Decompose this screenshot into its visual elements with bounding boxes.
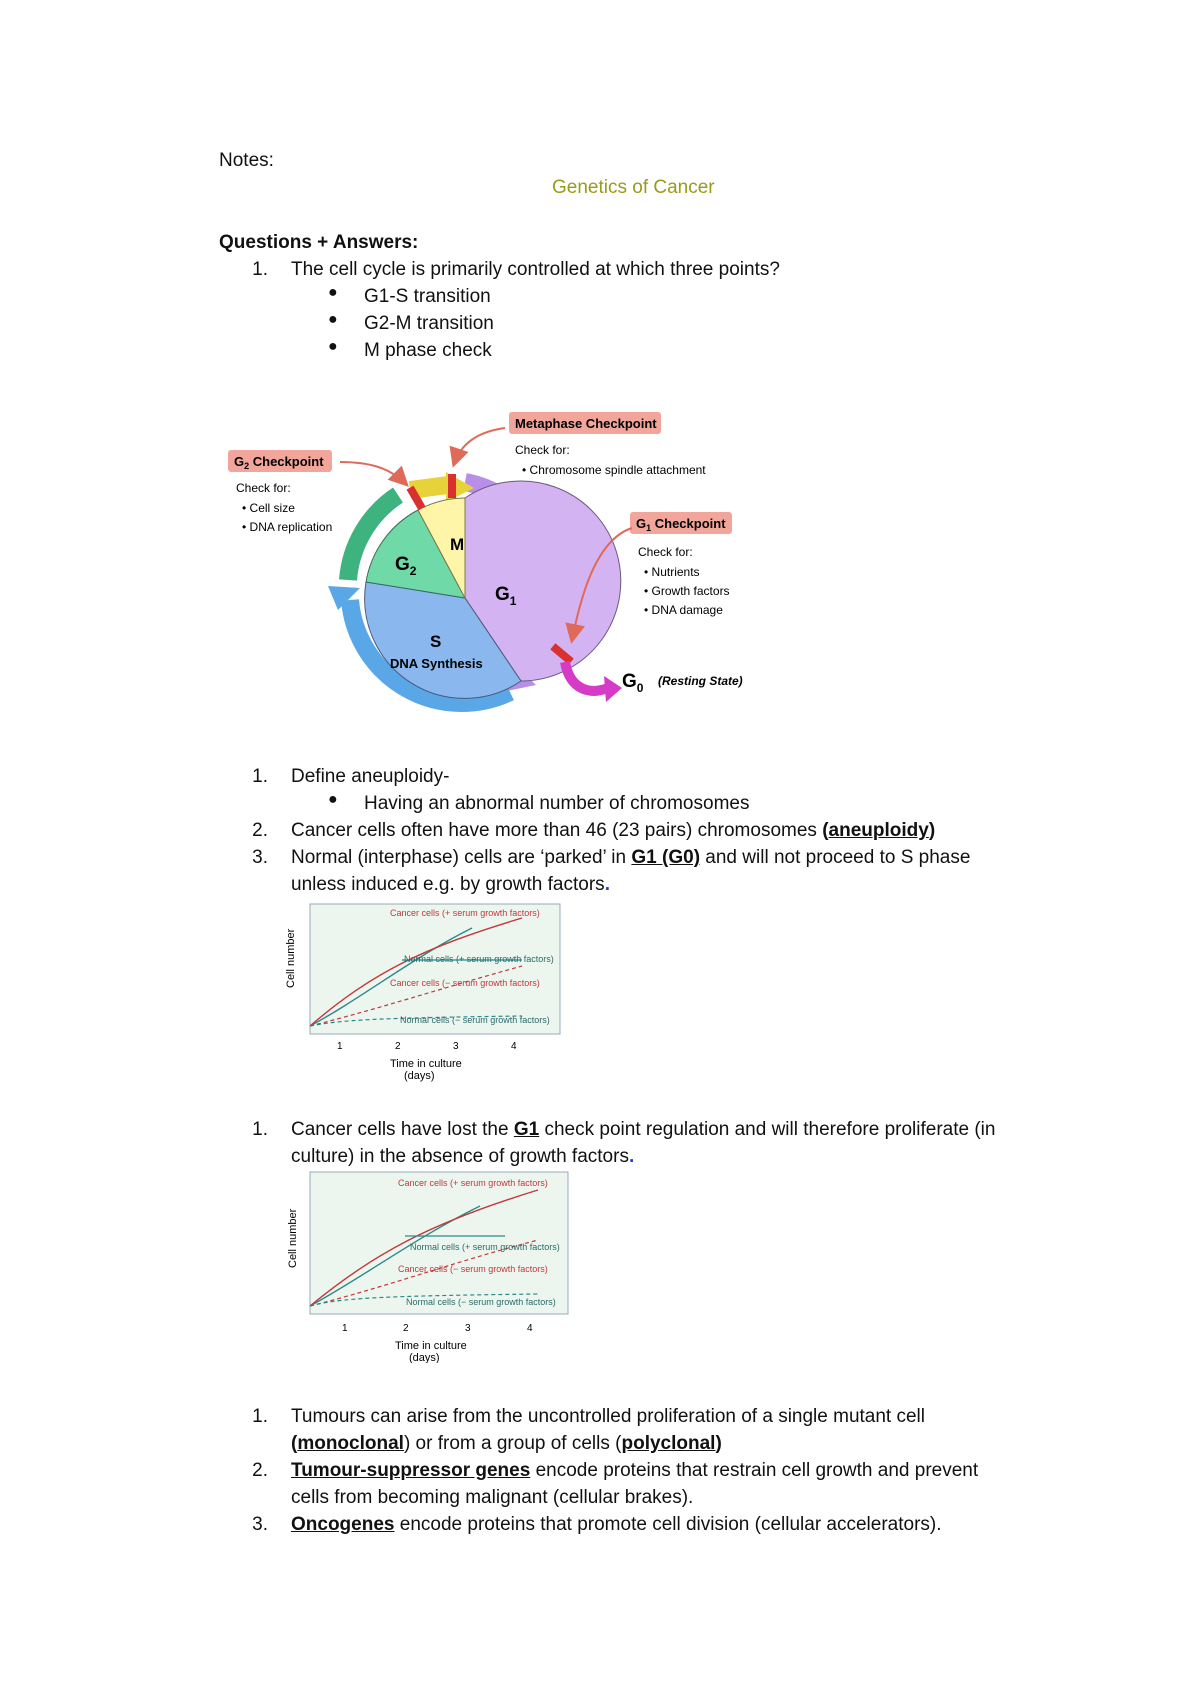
g2-pointer-arrow (340, 462, 406, 484)
x-tick-label: 1 (342, 1323, 348, 1334)
phase-g1-label: $G_1$ (495, 584, 517, 608)
list-number: 1. (252, 766, 268, 787)
list-number: 1. (252, 1119, 268, 1140)
list-item-continuation: culture) in the absence of growth factors. (291, 1146, 635, 1167)
list-item: Oncogenes encode proteins that promote cell division (cellular accelerators). (291, 1514, 942, 1535)
g2-item: • DNA replication (242, 520, 333, 534)
list-item-continuation: unless induced e.g. by growth factors. (291, 874, 610, 895)
x-tick-label: 3 (465, 1323, 471, 1334)
series-label: Normal cells (+ serum growth factors) (410, 1242, 560, 1252)
x-tick-label: 2 (403, 1323, 409, 1334)
bullet-icon: ● (328, 791, 338, 808)
phase-s-desc: DNA Synthesis (390, 656, 483, 671)
g2-checkpoint-title: $G_2$ Checkpoint (234, 454, 324, 471)
metaphase-checkpoint-title: Metaphase Checkpoint (515, 416, 657, 431)
x-tick-label: 4 (511, 1041, 517, 1052)
question-text: The cell cycle is primarily controlled at which three points? (291, 259, 780, 280)
g2-check-for: Check for: (236, 481, 291, 495)
cell-cycle-diagram (220, 410, 760, 730)
qa-heading: Questions + Answers: (219, 232, 419, 253)
x-tick-label: 4 (527, 1323, 533, 1334)
list-item-continuation: (monoclonal) or from a group of cells (polyclonal) (291, 1433, 722, 1454)
list-number: 2. (252, 1460, 268, 1481)
list-item: G1-S transition (364, 286, 491, 307)
phase-m-label: M (450, 535, 465, 554)
g1-item: • Growth factors (644, 584, 730, 598)
notes-label: Notes: (219, 150, 274, 171)
series-label: Normal cells (− serum growth factors) (406, 1297, 556, 1307)
bullet-icon: ● (328, 284, 338, 301)
series-label: Normal cells (+ serum growth factors) (404, 954, 554, 964)
g1-item: • Nutrients (644, 565, 700, 579)
list-item: G2-M transition (364, 313, 494, 334)
list-item-continuation: cells from becoming malignant (cellular brakes). (291, 1487, 694, 1508)
list-item: Tumours can arise from the uncontrolled proliferation of a single mutant cell (291, 1406, 925, 1427)
g0-desc: (Resting State) (658, 674, 743, 688)
list-number: 3. (252, 1514, 268, 1535)
list-number: 3. (252, 847, 268, 868)
series-label: Cancer cells (− serum growth factors) (390, 978, 540, 988)
phase-s-label: S (430, 632, 442, 651)
g1-check-for: Check for: (638, 545, 693, 559)
list-item: Cancer cells often have more than 46 (23 pairs) chromosomes (aneuploidy) (291, 820, 936, 841)
list-number: 1. (252, 259, 268, 280)
list-item: Having an abnormal number of chromosomes (364, 793, 750, 814)
y-axis-label: Cell number (285, 928, 297, 988)
x-axis-label: Time in culture (days) (395, 1340, 467, 1363)
g0-arrowhead-icon (604, 676, 622, 702)
list-number: 2. (252, 820, 268, 841)
g1-item: • DNA damage (644, 603, 723, 617)
series-label: Normal cells (− serum growth factors) (400, 1015, 550, 1025)
growth-chart-2 (280, 1168, 580, 1363)
g1-checkpoint-title: $G_1$ Checkpoint (636, 516, 726, 533)
x-tick-label: 2 (395, 1041, 401, 1052)
g0-label: $G_0$ (622, 671, 644, 695)
series-label: Cancer cells (+ serum growth factors) (390, 908, 540, 918)
metaphase-check-for: Check for: (515, 443, 570, 457)
x-axis-label: Time in culture (days) (390, 1058, 462, 1082)
growth-chart-1 (272, 898, 572, 1083)
metaphase-checkpoint-bar (448, 474, 456, 498)
list-item: Normal (interphase) cells are ‘parked’ in G1 (G0) and will not proceed to S phase (291, 847, 971, 868)
series-label: Cancer cells (+ serum growth factors) (398, 1178, 548, 1188)
x-tick-label: 1 (337, 1041, 343, 1052)
y-axis-label: Cell number (287, 1208, 299, 1268)
bullet-icon: ● (328, 338, 338, 355)
page-title: Genetics of Cancer (552, 177, 715, 198)
bullet-icon: ● (328, 311, 338, 328)
x-tick-label: 3 (453, 1041, 459, 1052)
m-arrow-ring (410, 485, 448, 490)
list-item: Cancer cells have lost the G1 check point regulation and will therefore proliferate (in (291, 1119, 996, 1140)
list-item: M phase check (364, 340, 492, 361)
g2-item: • Cell size (242, 501, 295, 515)
metaphase-pointer-arrow (454, 428, 505, 464)
phase-g2-label: $G_2$ (395, 554, 417, 578)
metaphase-item: • Chromosome spindle attachment (522, 463, 706, 477)
list-item: Define aneuploidy- (291, 766, 450, 787)
list-number: 1. (252, 1406, 268, 1427)
series-label: Cancer cells (− serum growth factors) (398, 1264, 548, 1274)
list-item: Tumour-suppressor genes encode proteins that restrain cell growth and prevent (291, 1460, 979, 1481)
